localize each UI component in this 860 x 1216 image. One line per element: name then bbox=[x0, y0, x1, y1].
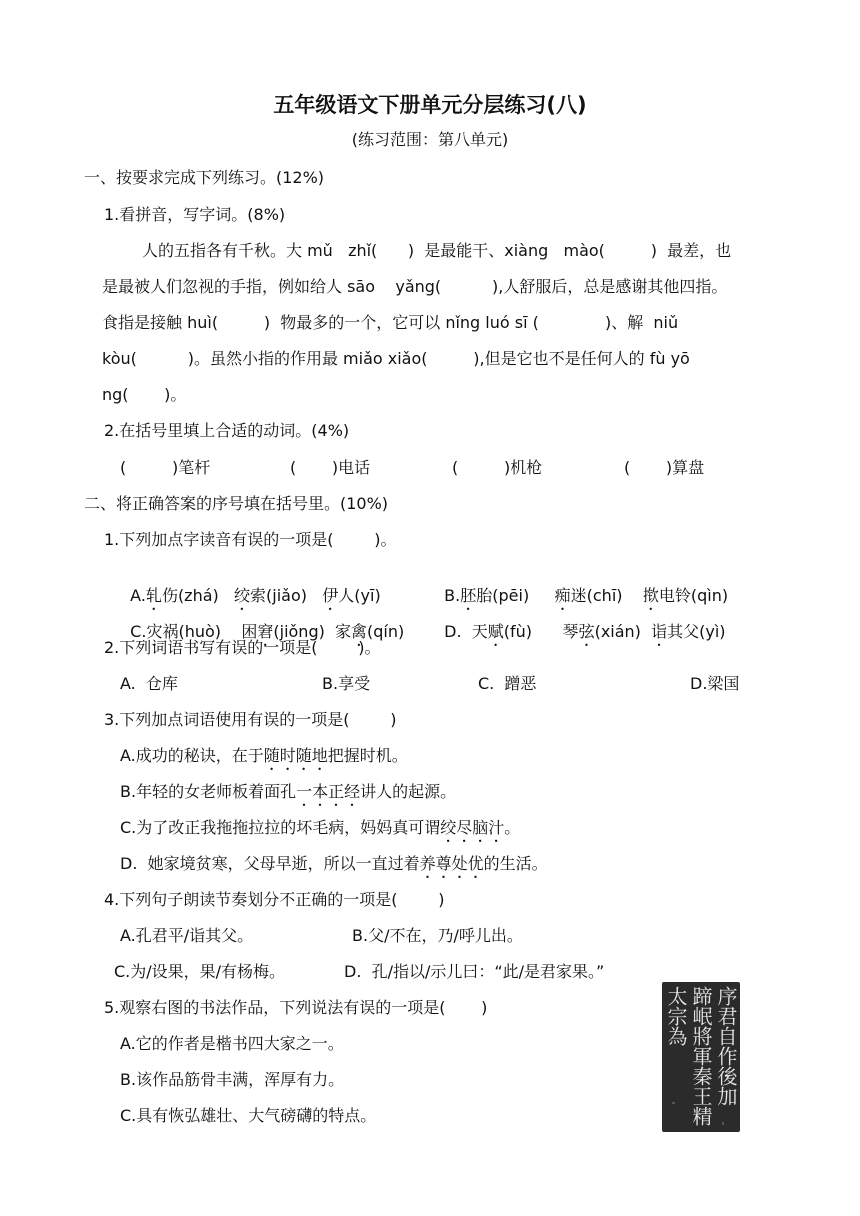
s1-q2-label: 2.在括号里填上合适的动词。(4%) bbox=[104, 421, 350, 440]
option-c-label: C. bbox=[130, 622, 147, 641]
option-text: C.为了改正我拖拖拉拉的坏毛病，妈妈真可谓 bbox=[120, 818, 441, 837]
section-2-heading: 二、将正确答案的序号填在括号里。(10%) bbox=[84, 494, 389, 513]
option-text: A.成功的秘诀，在于 bbox=[120, 746, 264, 765]
dotted-char: 揿 bbox=[642, 586, 659, 605]
pinyin-text: 伤(zhá) bbox=[161, 586, 235, 605]
pinyin-text: 索(jiǎo) bbox=[250, 586, 323, 605]
s2-q5-label: 5.观察右图的书法作品，下列说法有误的一项是( ) bbox=[104, 998, 488, 1017]
rubbing-texture bbox=[672, 1102, 675, 1104]
s1-q1-line-2: 是最被人们忽视的手指，例如给人 sāo yǎng( ),人舒服后，总是感谢其他四指。 bbox=[102, 277, 728, 296]
page-title: 五年级语文下册单元分层练习(八) bbox=[273, 93, 587, 117]
s2-q5-option-a: A.它的作者是楷书四大家之一。 bbox=[120, 1034, 344, 1053]
page-subtitle: (练习范围：第八单元) bbox=[351, 130, 509, 149]
s2-q1-label: 1.下列加点字读音有误的一项是( )。 bbox=[104, 530, 397, 549]
s2-q2-option-d: D.梁国 bbox=[690, 674, 740, 693]
s2-q5-option-c: C.具有恢弘雄壮、大气磅礴的特点。 bbox=[120, 1106, 377, 1125]
dotted-char: 赋 bbox=[487, 622, 504, 641]
s2-q4-option-d: D. 孔/指以/示儿曰：“此/是君家果。” bbox=[344, 962, 605, 981]
pinyin-text: 胎(pēi) bbox=[476, 586, 555, 605]
calligraphy-image bbox=[662, 982, 740, 1132]
s1-q2-item-2: ( )电话 bbox=[290, 458, 371, 477]
dotted-char: 胚 bbox=[460, 586, 477, 605]
option-b-label: B. bbox=[444, 586, 461, 605]
option-text: 的生活。 bbox=[483, 854, 548, 873]
calligraphy-column-1: 序君自作後加 bbox=[714, 986, 738, 1106]
dotted-phrase: 一本正经 bbox=[296, 782, 361, 801]
s1-q1-line-5: ng( )。 bbox=[102, 385, 187, 404]
dotted-char: 弦 bbox=[578, 622, 595, 641]
option-text: 把握时机。 bbox=[327, 746, 408, 765]
dotted-phrase: 养尊处优 bbox=[419, 854, 484, 873]
option-text: D. 她家境贫寒，父母早逝，所以一直过着 bbox=[120, 854, 420, 873]
dotted-char: 诣 bbox=[651, 622, 668, 641]
option-text: 讲人的起源。 bbox=[360, 782, 457, 801]
pinyin-text: (fù) 琴 bbox=[503, 622, 579, 641]
s1-q2-item-3: ( )机枪 bbox=[452, 458, 543, 477]
rubbing-texture bbox=[722, 1122, 724, 1125]
section-1-heading: 一、按要求完成下列练习。(12%) bbox=[84, 168, 325, 187]
pinyin-text: (jiǒng) 家 bbox=[273, 622, 352, 641]
s1-q2-item-4: ( )算盘 bbox=[624, 458, 705, 477]
dotted-char: 禽 bbox=[351, 622, 368, 641]
pinyin-text: 电铃(qìn) bbox=[658, 586, 729, 605]
dotted-char: 轧 bbox=[145, 586, 162, 605]
dotted-char: 痴 bbox=[554, 586, 571, 605]
s2-q4-label: 4.下列句子朗读节奏划分不正确的一项是( ) bbox=[104, 890, 445, 909]
dotted-char: 灾 bbox=[146, 622, 163, 641]
dotted-phrase: 绞尽脑汁 bbox=[440, 818, 505, 837]
pinyin-text: 人(yī) bbox=[338, 586, 381, 605]
s2-q3-option-c bbox=[120, 818, 520, 846]
dotted-char: 伊 bbox=[322, 586, 339, 605]
pinyin-text: 祸(huò) 困 bbox=[162, 622, 258, 641]
s2-q2-label: 2.下列词语书写有误的一项是( )。 bbox=[104, 638, 381, 657]
calligraphy-column-3: 太宗為 bbox=[664, 986, 688, 1046]
pinyin-text: (xián) bbox=[594, 622, 652, 641]
s2-q5-option-b: B.该作品筋骨丰满，浑厚有力。 bbox=[120, 1070, 345, 1089]
s2-q2-option-c: C. 蹭恶 bbox=[478, 674, 537, 693]
s2-q3-option-b bbox=[120, 782, 456, 810]
s2-q4-option-b: B.父/不在，乃/呼儿出。 bbox=[352, 926, 523, 945]
option-text: 。 bbox=[504, 818, 521, 837]
s2-q2-option-b: B.享受 bbox=[322, 674, 371, 693]
calligraphy-column-2: 蹄岷將軍秦王精 bbox=[689, 986, 713, 1126]
s2-q2-option-a: A. 仓库 bbox=[120, 674, 178, 693]
s1-q2-item-1: ( )笔杆 bbox=[120, 458, 211, 477]
option-text: B.年轻的女老师板着面孔 bbox=[120, 782, 297, 801]
dotted-char: 窘 bbox=[257, 622, 274, 641]
s2-q3-option-a bbox=[120, 746, 408, 774]
s2-q1-row-2b bbox=[434, 602, 726, 650]
s2-q3-option-d bbox=[120, 854, 548, 882]
s1-q1-line-4: kòu( )。虽然小指的作用最 miǎo xiǎo( ),但是它也不是任何人的 fù yō bbox=[102, 349, 690, 368]
pinyin-text: (qín) bbox=[367, 622, 405, 641]
s2-q4-option-a: A.孔君平/诣其父。 bbox=[120, 926, 254, 945]
s2-q4-option-c: C.为/设果，果/有杨梅。 bbox=[114, 962, 286, 981]
pinyin-text: 其父(yì) bbox=[667, 622, 726, 641]
dotted-char: 绞 bbox=[234, 586, 251, 605]
s1-q1-label: 1.看拼音，写字词。(8%) bbox=[104, 205, 286, 224]
option-d-label: D. 天 bbox=[444, 622, 488, 641]
pinyin-text: 迷(chī) bbox=[570, 586, 643, 605]
s1-q1-line-3: 食指是接触 huì( ) 物最多的一个，它可以 nǐng luó sī ( )、解 niǔ bbox=[102, 313, 679, 332]
option-a-label: A. bbox=[130, 586, 146, 605]
s1-q1-line-1: 人的五指各有千秋。大 mǔ zhǐ( ) 是最能干、xiàng mào( ) 最差，也 bbox=[142, 241, 732, 260]
s2-q3-label: 3.下列加点词语使用有误的一项是( ) bbox=[104, 710, 397, 729]
dotted-phrase: 随时随地 bbox=[263, 746, 328, 765]
